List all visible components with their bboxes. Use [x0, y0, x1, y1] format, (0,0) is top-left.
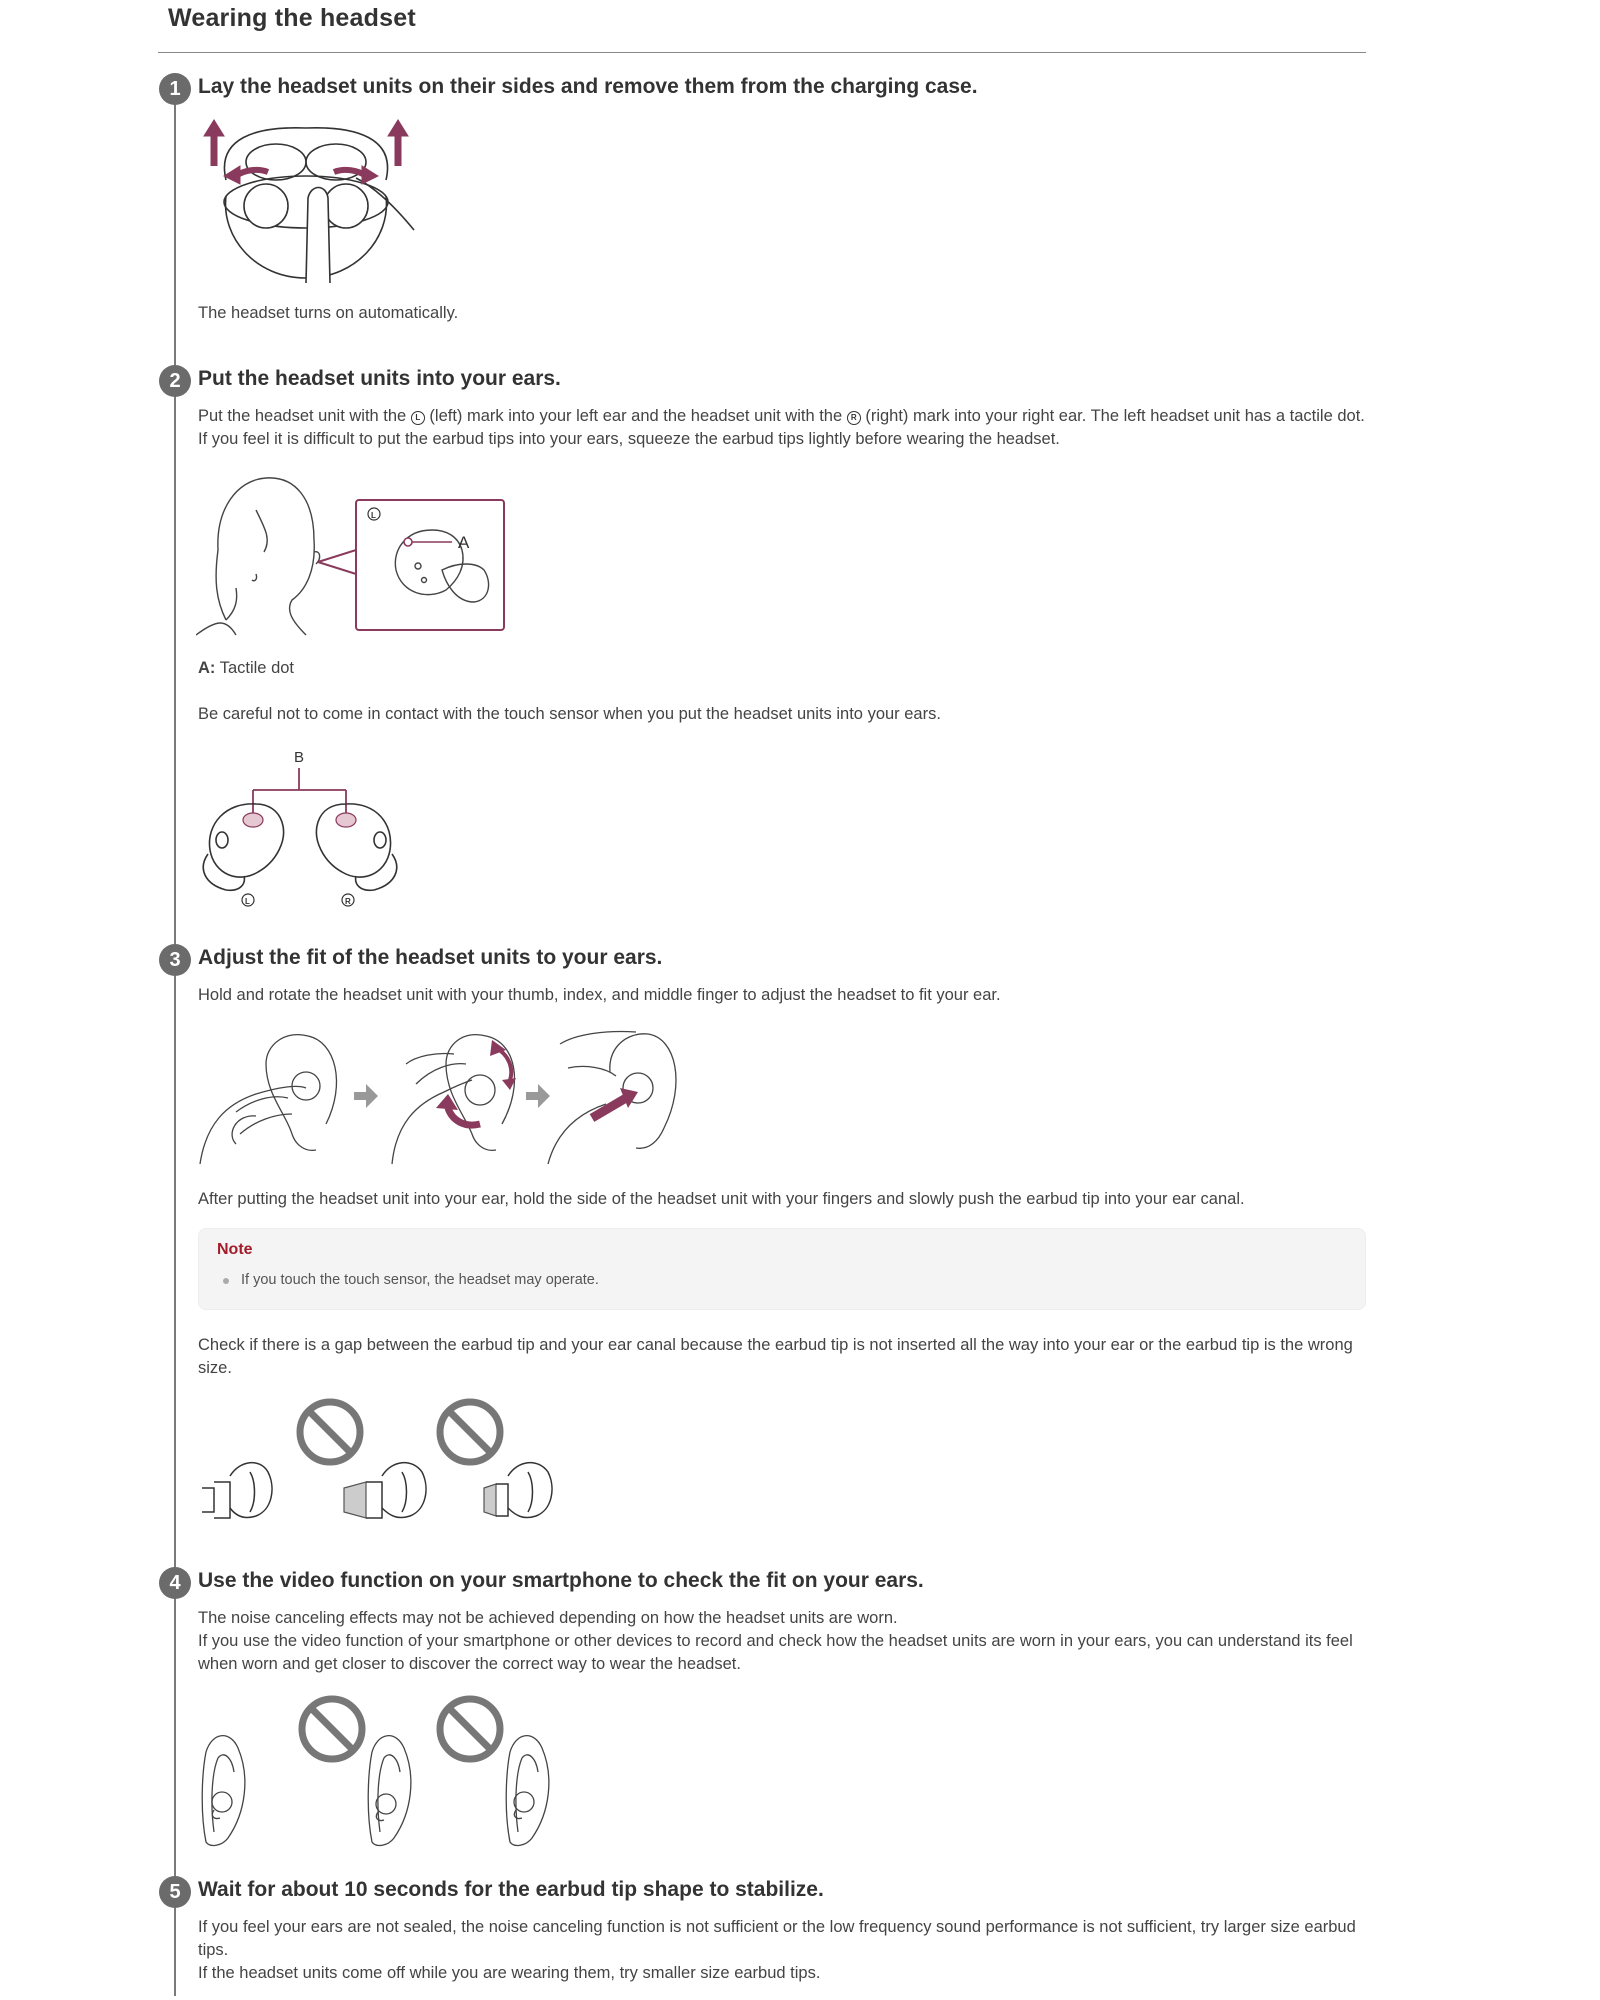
step-5-badge: 5 — [159, 1876, 191, 1908]
note-title: Note — [217, 1241, 253, 1258]
adjust-fit-illustration — [196, 1024, 696, 1174]
earbud-left-mark: L — [245, 897, 250, 906]
figure-left-mark: L — [371, 511, 376, 520]
note-item: If you touch the touch sensor, the headset may operate. — [241, 1272, 599, 1288]
earbud-gap-check-illustration — [196, 1396, 566, 1526]
ear-fit-comparison-illustration — [196, 1692, 566, 1852]
step-3-heading: Adjust the fit of the headset units to your ears. — [198, 946, 663, 969]
step-3-text-3: Check if there is a gap between the earbud tip and your ear canal because the earbud tip is not inserted all the way into your ear or the earbud tip is the wrong size. — [198, 1336, 1353, 1377]
step-3-text-1: Hold and rotate the headset unit with your thumb, index, and middle finger to adjust the headset to fit your ear. — [198, 986, 1001, 1004]
step-2-text: Put the headset unit with the L (left) mark into your left ear and the headset unit with the R (right) mark into your right ear. The left headset unit has a tactile dot. If you feel it is difficult to put the earbud tips into your ears, squeeze the earbud tips lightly before wearing the headset. — [198, 407, 1365, 448]
charging-case-illustration — [196, 118, 426, 288]
step-3-badge: 3 — [159, 944, 191, 976]
touch-sensor-illustration — [196, 744, 406, 914]
step-2-heading: Put the headset units into your ears. — [198, 367, 561, 390]
tactile-dot-legend: A: Tactile dot — [198, 659, 295, 677]
step-4-text: The noise canceling effects may not be achieved depending on how the headset units are worn. If you use the video function of your smartphone or other devices to record and check how the headset units are worn in your ears, you can understand its feel when worn and get closer to discover the correct way to wear the headset. — [198, 1609, 1353, 1673]
earbud-right-mark: R — [345, 897, 351, 906]
page-title: Wearing the headset — [168, 4, 416, 32]
right-mark-icon: R — [847, 411, 861, 425]
touch-sensor-caution: Be careful not to come in contact with the touch sensor when you put the headset units into your ears. — [198, 705, 941, 723]
step-2-badge: 2 — [159, 365, 191, 397]
step-5-text: If you feel your ears are not sealed, the noise canceling function is not sufficient or the low frequency sound performance is not sufficient, try larger size earbud tips. If the headset units come off while you are wearing them, try smaller size earbud tips. — [198, 1918, 1356, 1982]
step-3-text-2: After putting the headset unit into your ear, hold the side of the headset unit with your fingers and slowly push the earbud tip into your ear canal. — [198, 1190, 1245, 1208]
step-1-badge: 1 — [159, 73, 191, 105]
step-1-text: The headset turns on automatically. — [198, 304, 459, 322]
note-bullet — [223, 1278, 229, 1284]
title-divider — [158, 52, 1366, 53]
left-mark-icon: L — [411, 411, 425, 425]
step-4-badge: 4 — [159, 1567, 191, 1599]
step-5-heading: Wait for about 10 seconds for the earbud tip shape to stabilize. — [198, 1878, 824, 1901]
step-1-heading: Lay the headset units on their sides and remove them from the charging case. — [198, 75, 978, 98]
note-box — [198, 1228, 1366, 1310]
ear-tactile-dot-illustration — [196, 470, 516, 640]
figure-label-a: A — [458, 533, 470, 552]
figure-label-b: B — [294, 749, 305, 766]
step-4-heading: Use the video function on your smartphone to check the fit on your ears. — [198, 1569, 924, 1592]
